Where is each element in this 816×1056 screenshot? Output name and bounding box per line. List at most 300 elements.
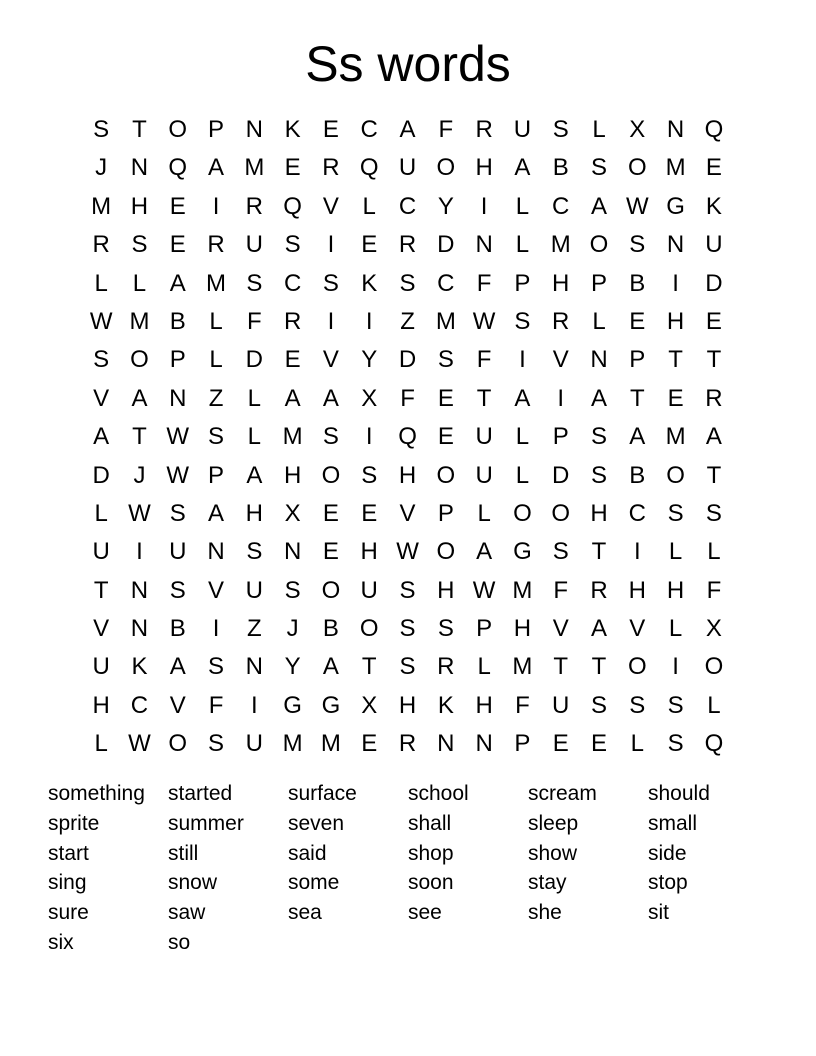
grid-letter: S <box>169 576 186 604</box>
grid-letter: V <box>322 192 339 220</box>
grid-letter: T <box>706 461 722 489</box>
grid-letter: A <box>322 384 339 412</box>
grid-letter: E <box>437 423 454 451</box>
grid-letter: L <box>94 269 108 297</box>
word-list-item: said <box>288 841 327 865</box>
grid-letter: H <box>666 576 685 604</box>
word-list <box>48 780 788 959</box>
grid-letter: O <box>436 538 456 566</box>
grid-letter: D <box>245 346 263 374</box>
grid-letter: G <box>513 538 532 566</box>
grid-letter: N <box>666 116 685 143</box>
grid-letter: N <box>666 231 685 259</box>
grid-letter: M <box>665 154 686 182</box>
grid-letter: S <box>93 346 110 374</box>
grid-letter: D <box>437 231 455 259</box>
grid-row <box>82 419 732 457</box>
grid-letter: L <box>209 307 223 335</box>
grid-letter: F <box>400 384 415 412</box>
grid-letter: T <box>591 653 607 681</box>
grid-letter: X <box>284 499 301 527</box>
grid-letter: P <box>514 269 531 297</box>
grid-letter: D <box>398 346 417 374</box>
grid-letter: T <box>361 653 377 681</box>
grid-letter: V <box>93 615 110 643</box>
grid-letter: M <box>665 423 686 451</box>
grid-letter: T <box>668 346 683 374</box>
grid-letter: O <box>627 653 647 681</box>
word-list-item: saw <box>168 901 206 925</box>
grid-letter: E <box>591 730 608 758</box>
grid-letter: O <box>321 461 341 489</box>
grid-letter: K <box>361 269 378 297</box>
grid-letter: P <box>476 615 493 643</box>
grid-row <box>82 150 732 188</box>
word-list-item: stay <box>528 871 567 895</box>
grid-letter: Q <box>359 154 379 182</box>
grid-letter: H <box>590 499 608 527</box>
grid-letter: L <box>668 615 683 643</box>
grid-letter: W <box>128 499 151 527</box>
word-list-row <box>48 929 788 959</box>
grid-letter: C <box>360 116 378 143</box>
grid-letter: N <box>475 730 493 758</box>
grid-letter: S <box>667 730 684 758</box>
grid-letter: Q <box>398 423 417 451</box>
grid-letter: H <box>666 307 685 335</box>
grid-letter: F <box>247 307 262 335</box>
grid-letter: I <box>327 231 335 259</box>
grid-letter: E <box>284 346 301 374</box>
grid-letter: K <box>705 192 722 220</box>
grid-letter: O <box>359 615 379 643</box>
grid-letter: K <box>131 653 148 681</box>
grid-letter: F <box>208 691 224 719</box>
grid-letter: H <box>283 461 302 489</box>
grid-letter: W <box>128 730 151 758</box>
grid-letter: U <box>705 231 723 259</box>
grid-letter: U <box>245 576 263 604</box>
grid-letter: Q <box>704 730 724 758</box>
grid-letter: L <box>362 192 376 220</box>
grid-letter: E <box>552 730 569 758</box>
grid-letter: Y <box>437 192 454 220</box>
grid-letter: H <box>552 269 570 297</box>
grid-letter: L <box>592 116 606 143</box>
grid-letter: D <box>92 461 110 489</box>
grid-letter: H <box>360 538 378 566</box>
grid-letter: L <box>247 384 262 412</box>
word-list-item: sleep <box>528 811 579 835</box>
grid-letter: I <box>365 307 373 335</box>
grid-letter: N <box>169 384 187 412</box>
grid-letter: S <box>131 231 148 259</box>
grid-letter: S <box>246 538 263 566</box>
grid-letter: B <box>322 615 339 643</box>
word-list-item: see <box>408 901 442 925</box>
grid-letter: Z <box>400 307 415 335</box>
grid-letter: X <box>705 615 722 643</box>
grid-letter: H <box>92 691 110 719</box>
grid-letter: S <box>437 615 454 643</box>
word-list-item: she <box>528 901 562 925</box>
grid-letter: I <box>672 269 679 297</box>
grid-letter: N <box>130 615 149 643</box>
grid-letter: U <box>245 231 263 259</box>
grid-letter: A <box>476 538 493 566</box>
grid-letter: B <box>629 461 646 489</box>
grid-letter: L <box>247 423 262 451</box>
grid-letter: N <box>437 730 455 758</box>
grid-row <box>82 112 732 150</box>
grid-letter: O <box>551 499 571 527</box>
grid-letter: S <box>284 576 301 604</box>
grid-letter: U <box>398 154 417 182</box>
grid-letter: D <box>705 269 723 297</box>
grid-letter: W <box>396 538 419 566</box>
grid-letter: J <box>133 461 146 489</box>
grid-letter: S <box>629 691 646 719</box>
grid-letter: H <box>475 154 493 182</box>
grid-letter: W <box>472 307 496 335</box>
grid-letter: X <box>361 384 378 412</box>
word-list-item: summer <box>168 811 244 835</box>
grid-letter: T <box>706 346 722 374</box>
grid-letter: U <box>513 116 532 143</box>
grid-letter: U <box>92 538 110 566</box>
grid-letter: S <box>591 461 608 489</box>
grid-letter: G <box>666 192 685 220</box>
grid-letter: W <box>625 192 649 220</box>
grid-letter: L <box>132 269 147 297</box>
grid-letter: C <box>437 269 455 297</box>
grid-letter: I <box>557 384 565 412</box>
grid-letter: A <box>591 384 608 412</box>
grid-letter: S <box>169 499 186 527</box>
grid-letter: T <box>553 653 569 681</box>
grid-letter: B <box>629 269 646 297</box>
grid-letter: S <box>208 423 225 451</box>
grid-letter: Q <box>168 154 188 182</box>
grid-letter: N <box>283 538 302 566</box>
grid-letter: S <box>322 423 339 451</box>
grid-letter: L <box>515 423 530 451</box>
grid-letter: S <box>552 116 569 143</box>
word-list-item: small <box>648 811 698 835</box>
grid-letter: S <box>629 231 646 259</box>
grid-letter: T <box>132 423 147 451</box>
grid-letter: A <box>591 615 608 643</box>
grid-letter: A <box>208 154 225 182</box>
grid-letter: Z <box>247 615 262 643</box>
grid-letter: S <box>705 499 722 527</box>
word-list-item: some <box>288 871 340 895</box>
grid-letter: S <box>399 269 416 297</box>
grid-letter: O <box>436 461 456 489</box>
word-list-item: surface <box>288 782 357 805</box>
grid-letter: P <box>169 346 186 374</box>
grid-letter: W <box>166 423 190 451</box>
grid-letter: S <box>514 307 531 335</box>
grid-letter: J <box>286 615 299 643</box>
grid-letter: O <box>168 116 188 143</box>
grid-letter: S <box>591 691 608 719</box>
grid-letter: E <box>705 307 722 335</box>
word-list-item: sure <box>48 901 89 925</box>
grid-letter: R <box>207 231 225 259</box>
grid-letter: S <box>437 346 454 374</box>
grid-letter: O <box>666 461 685 489</box>
grid-letter: O <box>513 499 532 527</box>
grid-letter: A <box>514 384 531 412</box>
grid-letter: O <box>436 154 456 182</box>
grid-letter: U <box>245 730 263 758</box>
grid-letter: C <box>628 499 646 527</box>
grid-letter: U <box>475 461 493 489</box>
grid-letter: A <box>591 192 608 220</box>
word-list-item: shall <box>408 811 452 835</box>
grid-row <box>82 381 732 419</box>
grid-letter: P <box>552 423 569 451</box>
grid-letter: P <box>514 730 531 758</box>
grid-letter: R <box>283 307 302 335</box>
grid-letter: C <box>398 192 417 220</box>
grid-letter: K <box>284 116 301 143</box>
word-list-item: something <box>48 782 145 805</box>
word-list-row <box>48 899 788 929</box>
grid-letter: A <box>131 384 148 412</box>
grid-letter: S <box>208 730 225 758</box>
grid-letter: A <box>705 423 722 451</box>
grid-letter: P <box>208 461 225 489</box>
grid-letter: E <box>361 231 378 259</box>
grid-letter: O <box>704 653 724 681</box>
grid-letter: S <box>322 269 339 297</box>
grid-letter: A <box>629 423 646 451</box>
grid-letter: S <box>246 269 263 297</box>
word-list-item: sing <box>48 871 87 895</box>
grid-letter: O <box>130 346 149 374</box>
grid-letter: E <box>284 154 301 182</box>
grid-letter: S <box>284 231 301 259</box>
grid-letter: N <box>245 116 263 143</box>
grid-letter: V <box>322 346 339 374</box>
grid-letter: U <box>475 423 493 451</box>
grid-letter: A <box>284 384 301 412</box>
grid-letter: L <box>515 231 530 259</box>
grid-letter: Y <box>284 653 301 681</box>
grid-letter: K <box>437 691 454 719</box>
word-list-item: snow <box>168 871 218 895</box>
word-list-item: should <box>648 782 710 805</box>
grid-row <box>82 573 732 611</box>
grid-letter: T <box>476 384 492 412</box>
grid-letter: R <box>245 192 263 220</box>
word-list-row <box>48 869 788 899</box>
grid-letter: A <box>399 116 416 143</box>
grid-letter: I <box>251 691 258 719</box>
grid-letter: M <box>512 653 533 681</box>
grid-letter: W <box>472 576 496 604</box>
grid-letter: E <box>361 730 378 758</box>
grid-letter: E <box>667 384 684 412</box>
grid-row <box>82 726 732 764</box>
word-list-item: side <box>648 841 687 865</box>
grid-letter: V <box>629 615 646 643</box>
grid-letter: T <box>93 576 109 604</box>
grid-letter: C <box>130 691 149 719</box>
grid-letter: S <box>93 116 110 143</box>
word-list-item: sit <box>648 901 669 925</box>
grid-letter: G <box>283 691 302 719</box>
grid-letter: N <box>475 231 493 259</box>
grid-letter: V <box>552 615 569 643</box>
grid-row <box>82 266 732 304</box>
grid-letter: L <box>592 307 606 335</box>
grid-letter: H <box>513 615 532 643</box>
grid-row <box>82 534 732 572</box>
grid-letter: E <box>169 231 186 259</box>
word-list-item: scream <box>528 782 597 805</box>
word-list-item: six <box>48 930 74 954</box>
grid-letter: R <box>437 653 455 681</box>
grid-letter: M <box>91 192 112 220</box>
grid-letter: T <box>132 116 147 143</box>
grid-letter: R <box>590 576 608 604</box>
word-list-item: shop <box>408 841 454 865</box>
grid-letter: W <box>166 461 190 489</box>
grid-letter: P <box>591 269 608 297</box>
grid-letter: D <box>552 461 570 489</box>
grid-row <box>82 189 732 227</box>
grid-letter: U <box>92 653 110 681</box>
grid-letter: P <box>208 116 225 143</box>
grid-letter: I <box>672 653 679 681</box>
grid-letter: M <box>550 231 571 259</box>
grid-letter: E <box>322 499 339 527</box>
grid-letter: P <box>629 346 646 374</box>
grid-letter: H <box>437 576 455 604</box>
word-list-item: soon <box>408 871 454 895</box>
grid-letter: H <box>130 192 149 220</box>
grid-letter: H <box>398 691 417 719</box>
word-list-row <box>48 780 788 810</box>
grid-row <box>82 342 732 380</box>
grid-letter: E <box>322 116 339 143</box>
grid-letter: L <box>94 730 108 758</box>
grid-letter: A <box>514 154 531 182</box>
grid-letter: H <box>398 461 417 489</box>
word-list-item: so <box>168 930 191 954</box>
grid-letter: S <box>399 615 416 643</box>
grid-letter: L <box>707 538 721 566</box>
grid-letter: S <box>399 653 416 681</box>
page-title: Ss words <box>305 36 511 92</box>
grid-letter: N <box>130 576 149 604</box>
word-list-row <box>48 840 788 870</box>
grid-row <box>82 458 732 496</box>
grid-letter: M <box>129 307 150 335</box>
grid-letter: H <box>245 499 263 527</box>
word-list-row <box>48 810 788 840</box>
grid-letter: S <box>591 423 608 451</box>
grid-letter: O <box>168 730 188 758</box>
grid-letter: S <box>361 461 378 489</box>
grid-letter: A <box>246 461 263 489</box>
word-list-item: started <box>168 782 233 805</box>
grid-letter: M <box>206 269 227 297</box>
grid-letter: H <box>628 576 646 604</box>
word-list-item: still <box>168 841 199 865</box>
grid-letter: T <box>591 538 607 566</box>
grid-letter: I <box>136 538 143 566</box>
grid-letter: S <box>591 154 608 182</box>
grid-letter: F <box>438 116 454 143</box>
grid-letter: F <box>515 691 530 719</box>
grid-letter: M <box>512 576 533 604</box>
grid-letter: A <box>93 423 110 451</box>
grid-row <box>82 611 732 649</box>
grid-letter: R <box>322 154 340 182</box>
grid-letter: Q <box>283 192 302 220</box>
grid-letter: L <box>209 346 223 374</box>
grid-letter: E <box>169 192 186 220</box>
word-list-item: show <box>528 841 578 865</box>
grid-letter: I <box>480 192 488 220</box>
grid-letter: B <box>552 154 569 182</box>
grid-letter: S <box>399 576 416 604</box>
grid-letter: V <box>169 691 186 719</box>
grid-letter: U <box>360 576 378 604</box>
grid-letter: L <box>630 730 644 758</box>
grid-letter: U <box>552 691 570 719</box>
grid-letter: G <box>321 691 341 719</box>
grid-letter: R <box>92 231 110 259</box>
grid-letter: F <box>476 346 492 374</box>
grid-letter: V <box>208 576 225 604</box>
grid-letter: A <box>169 269 186 297</box>
word-list-item: school <box>408 782 469 805</box>
grid-row <box>82 496 732 534</box>
grid-letter: R <box>398 730 417 758</box>
grid-letter: J <box>95 154 108 182</box>
grid-letter: O <box>627 154 647 182</box>
grid-row <box>82 227 732 265</box>
grid-letter: M <box>282 730 303 758</box>
grid-letter: R <box>552 307 570 335</box>
grid-letter: N <box>207 538 225 566</box>
letter-grid <box>82 112 732 765</box>
grid-letter: E <box>705 154 722 182</box>
grid-letter: X <box>361 691 378 719</box>
grid-letter: S <box>208 653 225 681</box>
grid-row <box>82 304 732 342</box>
grid-letter: R <box>475 116 493 143</box>
grid-letter: N <box>590 346 608 374</box>
grid-letter: N <box>130 154 149 182</box>
word-list-item: sprite <box>48 811 100 835</box>
grid-letter: E <box>361 499 378 527</box>
grid-letter: A <box>169 653 186 681</box>
grid-letter: Z <box>208 384 224 412</box>
grid-letter: E <box>437 384 454 412</box>
grid-letter: O <box>589 231 609 259</box>
word-list-item: seven <box>288 811 345 835</box>
grid-letter: C <box>552 192 570 220</box>
grid-letter: S <box>667 499 684 527</box>
grid-letter: V <box>399 499 416 527</box>
grid-letter: F <box>476 269 492 297</box>
